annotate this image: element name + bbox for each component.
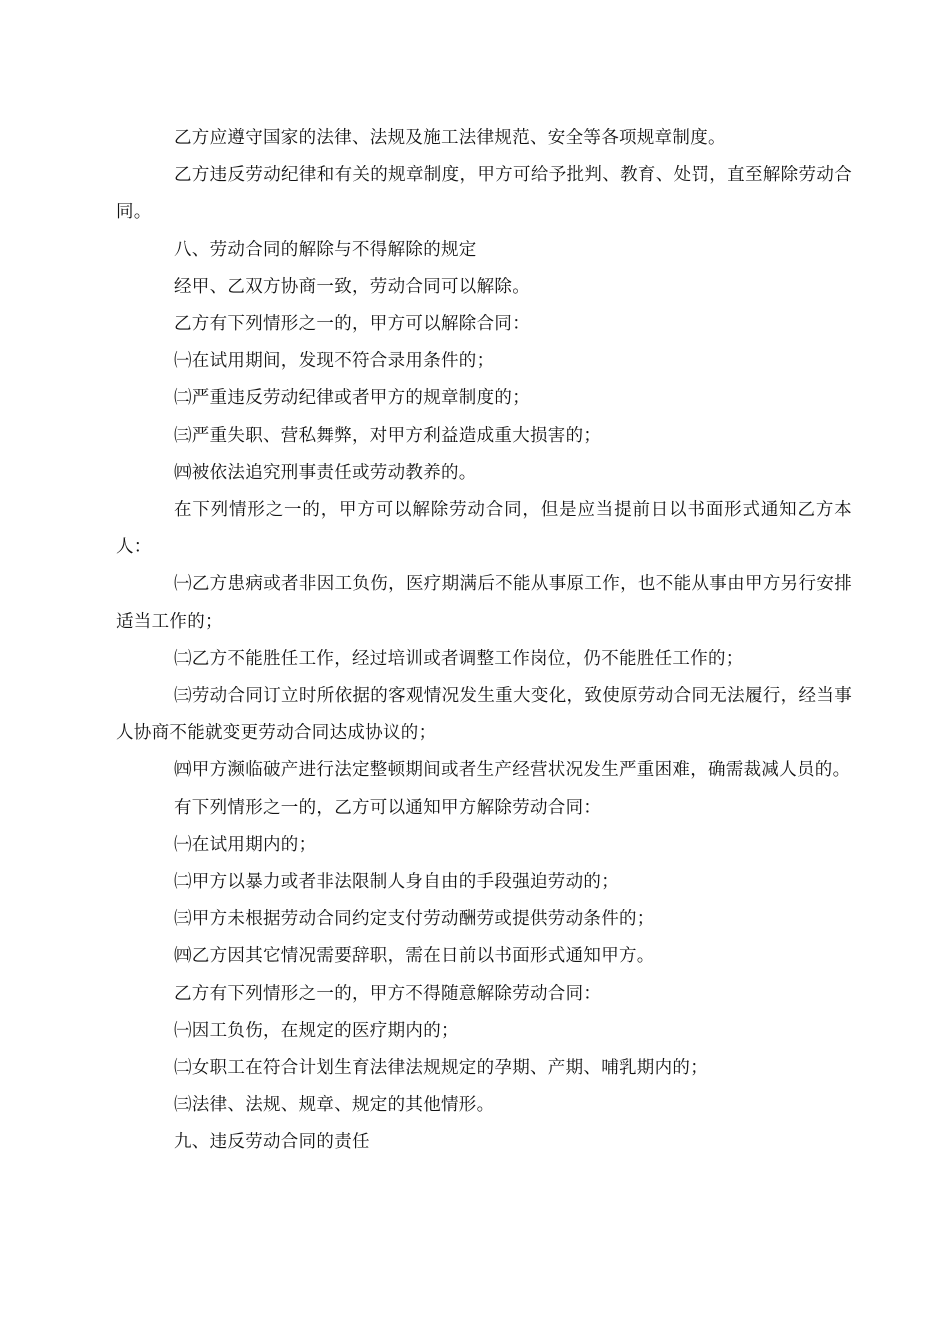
list-item-probation-period: ㈠在试用期内的； [174, 834, 317, 855]
paragraph-mutual-termination: 经甲、乙双方协商一致，劳动合同可以解除。 [174, 276, 530, 297]
paragraph-may-not-terminate: 乙方有下列情形之一的，甲方不得随意解除劳动合同： [174, 983, 602, 1004]
list-item-maternity: ㈡女职工在符合计划生育法律法规规定的孕期、产期、哺乳期内的； [174, 1058, 708, 1079]
paragraph-party-a-may-terminate: 乙方有下列情形之一的，甲方可以解除合同： [174, 314, 530, 335]
list-item-other-circumstances: ㈢法律、法规、规章、规定的其他情形。 [174, 1095, 495, 1116]
list-item-illness-injury: ㈠乙方患病或者非因工负伤，医疗期满后不能从事原工作，也不能从事由甲方另行安排适当工作的； [116, 574, 852, 632]
paragraph-comply-rules: 乙方应遵守国家的法律、法规及施工法律规范、安全等各项规章制度。 [174, 128, 726, 148]
list-item-unpaid-wages: ㈢甲方未根据劳动合同约定支付劳动酬劳或提供劳动条件的； [174, 909, 655, 930]
list-item-forced-labor: ㈡甲方以暴力或者非法限制人身自由的手段强迫劳动的； [174, 872, 619, 893]
paragraph-notice-termination: 在下列情形之一的，甲方可以解除劳动合同，但是应当提前日以书面形式通知乙方本人： [116, 500, 852, 558]
document-body [116, 120, 852, 1162]
section-heading-liability: 九、违反劳动合同的责任 [174, 1132, 370, 1153]
list-item-serious-violation: ㈡严重违反劳动纪律或者甲方的规章制度的； [174, 388, 530, 409]
paragraph-violation-discipline: 乙方违反劳动纪律和有关的规章制度，甲方可给予批判、教育、处罚，直至解除劳动合同。 [116, 165, 852, 223]
list-item-circumstance-change: ㈢劳动合同订立时所依据的客观情况发生重大变化，致使原劳动合同无法履行，经当事人协商不能就变更劳动合同达成协议的； [116, 686, 852, 744]
list-item-incompetence: ㈡乙方不能胜任工作，经过培训或者调整工作岗位，仍不能胜任工作的； [174, 648, 744, 669]
list-item-dereliction: ㈢严重失职、营私舞弊，对甲方利益造成重大损害的； [174, 425, 602, 446]
list-item-probation: ㈠在试用期间，发现不符合录用条件的； [174, 351, 495, 372]
list-item-resignation: ㈣乙方因其它情况需要辞职，需在日前以书面形式通知甲方。 [174, 946, 655, 967]
paragraph-party-b-may-terminate: 有下列情形之一的，乙方可以通知甲方解除劳动合同： [174, 797, 602, 818]
list-item-criminal-liability: ㈣被依法追究刑事责任或劳动教养的。 [174, 462, 477, 483]
list-item-work-injury: ㈠因工负伤，在规定的医疗期内的； [174, 1020, 459, 1041]
list-item-bankruptcy: ㈣甲方濒临破产进行法定整顿期间或者生产经营状况发生严重困难，确需裁减人员的。 [174, 760, 851, 781]
section-heading-termination: 八、劳动合同的解除与不得解除的规定 [174, 239, 477, 260]
